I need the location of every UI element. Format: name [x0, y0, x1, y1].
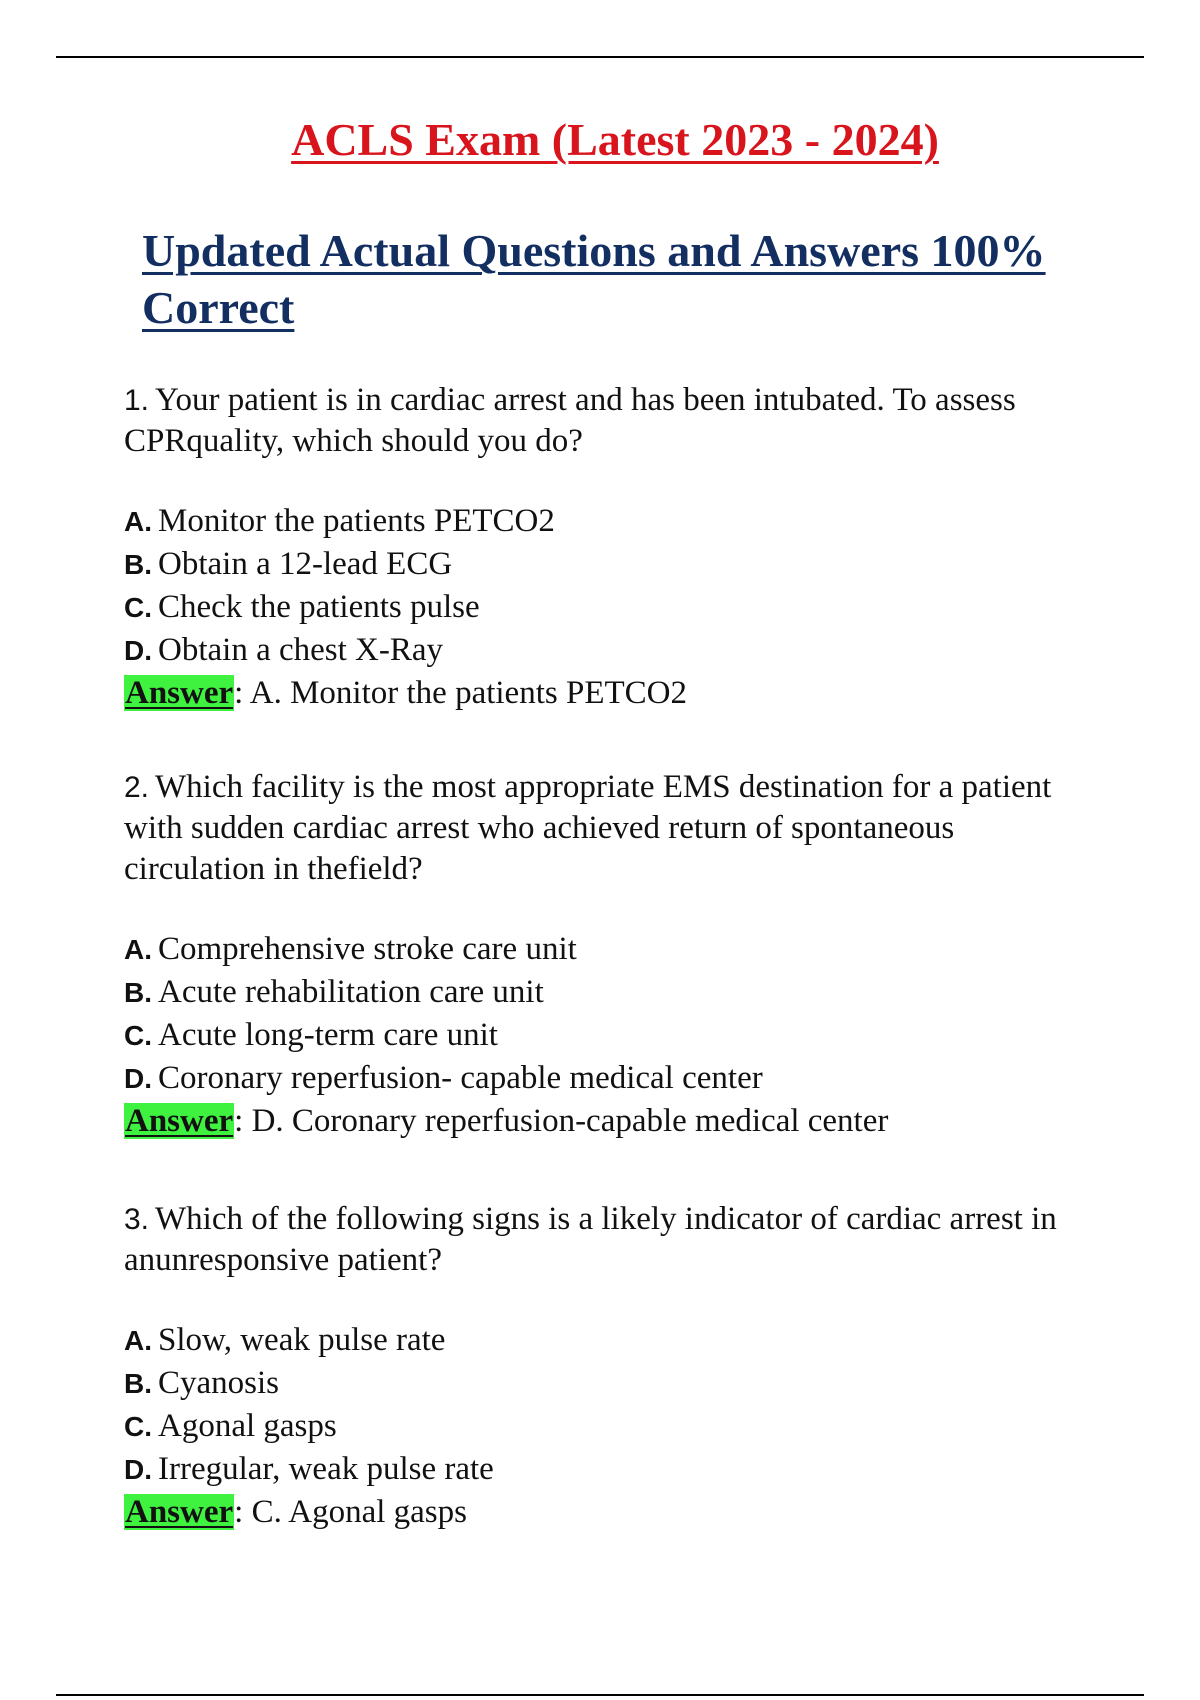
- answer-text: : D. Coronary reperfusion-capable medical center: [234, 1103, 889, 1139]
- option-text: Comprehensive stroke care unit: [158, 931, 577, 967]
- option-text: Check the patients pulse: [158, 589, 480, 625]
- question-2: [124, 767, 1064, 1142]
- question-text: [124, 767, 1064, 890]
- question-text: [124, 1199, 1064, 1281]
- question-number: 1.: [124, 384, 150, 417]
- option-d: [124, 1057, 1064, 1100]
- option-b: [124, 1362, 1064, 1405]
- document-title: ACLS Exam (Latest 2023 - 2024): [291, 114, 939, 165]
- option-text: Coronary reperfusion- capable medical center: [158, 1060, 763, 1096]
- top-divider: [56, 56, 1144, 58]
- option-text: Monitor the patients PETCO2: [158, 503, 555, 539]
- option-text: Slow, weak pulse rate: [158, 1322, 446, 1358]
- answer-line: [124, 672, 1064, 714]
- answer-text: : A. Monitor the patients PETCO2: [234, 675, 687, 711]
- question-text: [124, 380, 1064, 462]
- option-text: Obtain a chest X-Ray: [158, 632, 443, 668]
- option-letter: B.: [124, 549, 152, 580]
- option-b: [124, 971, 1064, 1014]
- document-subtitle: Updated Actual Questions and Answers 100% Correct: [142, 225, 1046, 333]
- question-number: 3.: [124, 1203, 150, 1236]
- question-body: Your patient is in cardiac arrest and has been intubated. To assess CPRquality, which should you do?: [124, 382, 1016, 459]
- answer-label: Answer: [125, 1103, 234, 1139]
- option-a: [124, 1319, 1064, 1362]
- option-letter: C.: [124, 592, 152, 623]
- option-letter: D.: [124, 1063, 152, 1094]
- option-a: [124, 928, 1064, 971]
- bottom-divider: [56, 1694, 1144, 1696]
- option-letter: B.: [124, 1368, 152, 1399]
- question-number: 2.: [124, 771, 150, 804]
- option-text: Acute rehabilitation care unit: [158, 974, 544, 1010]
- option-c: [124, 1405, 1064, 1448]
- option-text: Irregular, weak pulse rate: [158, 1451, 494, 1487]
- option-b: [124, 543, 1064, 586]
- option-letter: D.: [124, 635, 152, 666]
- answer-line: [124, 1491, 1064, 1533]
- question-body: Which of the following signs is a likely indicator of cardiac arrest in anunresponsive patient?: [124, 1201, 1057, 1278]
- answer-text: : C. Agonal gasps: [234, 1494, 467, 1530]
- option-c: [124, 586, 1064, 629]
- answer-line: [124, 1100, 1064, 1142]
- option-letter: C.: [124, 1020, 152, 1051]
- option-d: [124, 1448, 1064, 1491]
- question-3: [124, 1199, 1064, 1533]
- answer-label: Answer: [125, 1494, 234, 1530]
- question-1: [124, 380, 1064, 714]
- option-letter: B.: [124, 977, 152, 1008]
- question-body: Which facility is the most appropriate EMS destination for a patient with sudden cardiac arrest who achieved return of spontaneous circulation in thefield?: [124, 769, 1052, 887]
- option-a: [124, 500, 1064, 543]
- option-letter: D.: [124, 1454, 152, 1485]
- option-c: [124, 1014, 1064, 1057]
- option-letter: A.: [124, 1325, 152, 1356]
- answer-label: Answer: [125, 675, 234, 711]
- option-text: Cyanosis: [158, 1365, 280, 1401]
- option-letter: A.: [124, 934, 152, 965]
- option-text: Acute long-term care unit: [158, 1017, 498, 1053]
- option-letter: A.: [124, 506, 152, 537]
- option-d: [124, 629, 1064, 672]
- option-letter: C.: [124, 1411, 152, 1442]
- option-text: Obtain a 12-lead ECG: [158, 546, 453, 582]
- option-text: Agonal gasps: [158, 1408, 337, 1444]
